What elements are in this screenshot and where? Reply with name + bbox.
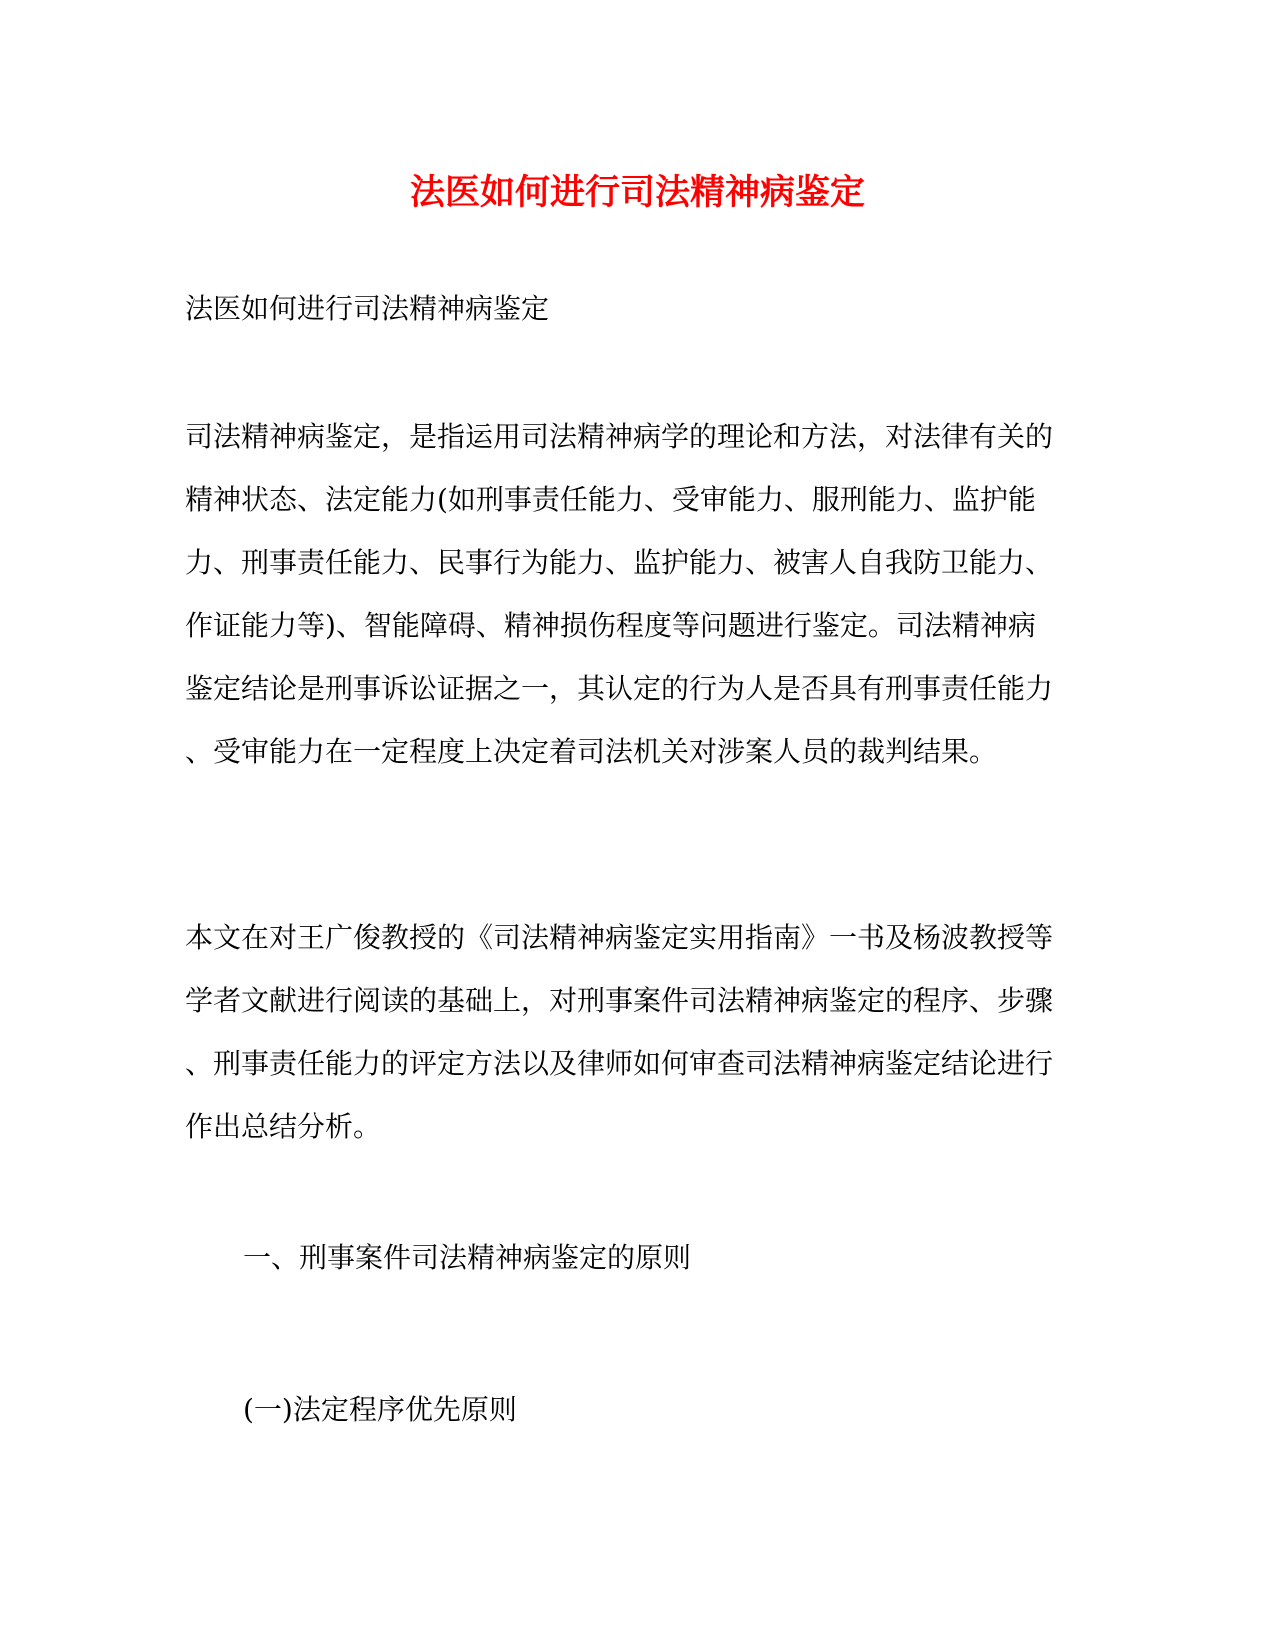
paragraph-line: 力、刑事责任能力、民事行为能力、监护能力、被害人自我防卫能力、 [185,546,1054,579]
subtitle-line: 法医如何进行司法精神病鉴定 [185,292,550,325]
paragraph-line: 学者文献进行阅读的基础上，对刑事案件司法精神病鉴定的程序、步骤 [185,984,1054,1017]
paragraph-line: 司法精神病鉴定，是指运用司法精神病学的理论和方法，对法律有关的 [185,420,1054,453]
paragraph-line: 、刑事责任能力的评定方法以及律师如何审查司法精神病鉴定结论进行 [185,1047,1054,1080]
paragraph-line: 精神状态、法定能力(如刑事责任能力、受审能力、服刑能力、监护能 [185,483,1036,516]
paragraph-line: 作证能力等)、智能障碍、精神损伤程度等问题进行鉴定。司法精神病 [185,609,1036,642]
section-heading-text: 一、刑事案件司法精神病鉴定的原则 [243,1241,692,1274]
subsection-heading-text: (一)法定程序优先原则 [243,1393,517,1426]
paragraph-definition [185,405,1090,783]
paragraph-line: 本文在对王广俊教授的《司法精神病鉴定实用指南》一书及杨波教授等 [185,921,1054,954]
document-subtitle [185,277,1090,340]
paragraph-line: 作出总结分析。 [185,1110,382,1143]
document-title: 法医如何进行司法精神病鉴定 [409,172,865,213]
paragraph-introduction [185,906,1090,1158]
subsection-heading [243,1378,1148,1441]
paragraph-line: 鉴定结论是刑事诉讼证据之一，其认定的行为人是否具有刑事责任能力 [185,672,1054,705]
section-heading [243,1226,1148,1289]
paragraph-line: 、受审能力在一定程度上决定着司法机关对涉案人员的裁判结果。 [185,735,998,768]
